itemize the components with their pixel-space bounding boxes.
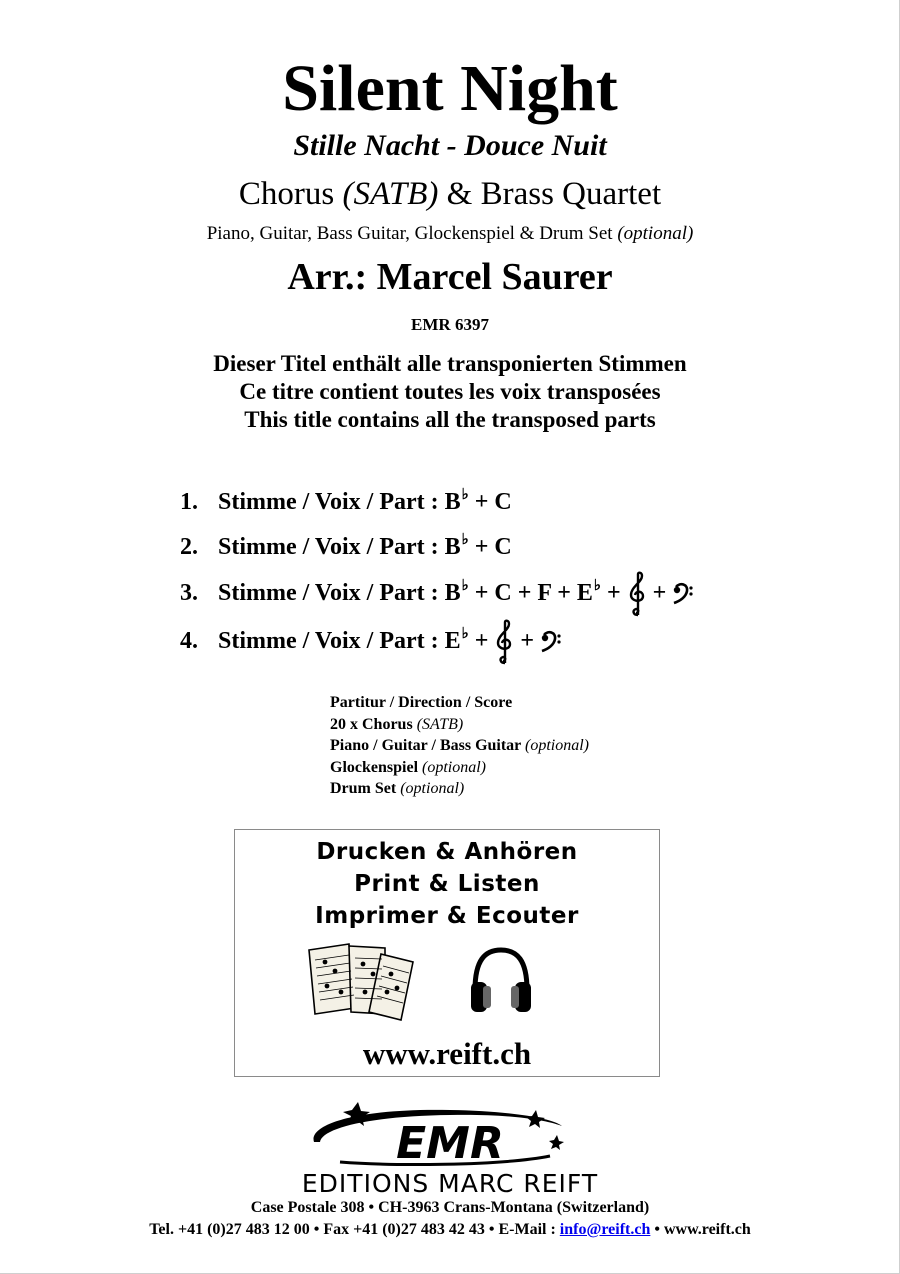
contents-text: Glockenspiel bbox=[330, 758, 423, 776]
contents-text: 20 x Chorus bbox=[330, 715, 417, 733]
subtitle: Stille Nacht - Douce Nuit bbox=[293, 129, 607, 162]
emr-logo-text: EMR bbox=[396, 1118, 504, 1169]
contents-optional: (optional) bbox=[422, 758, 487, 776]
part-label: Stimme / Voix / Part : bbox=[218, 534, 445, 560]
catalog-number: EMR 6397 bbox=[411, 315, 489, 334]
contents-list bbox=[330, 692, 589, 800]
email-link[interactable]: info@reift.ch bbox=[559, 1221, 651, 1238]
promo-url[interactable]: www.reift.ch bbox=[362, 1036, 532, 1071]
scoring-satb: (SATB) bbox=[342, 176, 439, 212]
headphones-icon bbox=[467, 944, 535, 1016]
contents-text: Piano / Guitar / Bass Guitar bbox=[330, 737, 525, 754]
note-de: Dieser Titel enthält alle transponierten Stimmen bbox=[213, 351, 687, 376]
part-number: 4. bbox=[180, 628, 198, 654]
part-keys: E♭ + + bbox=[445, 628, 562, 654]
contents-item bbox=[330, 692, 589, 714]
contents-item bbox=[330, 714, 589, 736]
promo-line-de: Drucken & Anhören bbox=[316, 839, 578, 865]
instruments-text: Piano, Guitar, Bass Guitar, Glockenspiel & Drum Set bbox=[206, 223, 618, 244]
contents-optional: (optional) bbox=[400, 780, 465, 797]
promo-line-en: Print & Listen bbox=[354, 871, 540, 897]
contents-optional: (SATB) bbox=[416, 715, 464, 733]
part-number: 1. bbox=[180, 489, 198, 515]
part-label: Stimme / Voix / Part : bbox=[218, 628, 445, 654]
instruments-optional: (optional) bbox=[617, 223, 694, 244]
optional-instruments bbox=[0, 222, 900, 246]
contact-web: • www.reift.ch bbox=[650, 1221, 751, 1238]
part-keys: B♭ + C + F + E♭ + + bbox=[445, 580, 695, 606]
print-listen-text bbox=[235, 836, 659, 932]
treble-clef-icon bbox=[627, 571, 647, 617]
part-keys: B♭ + C bbox=[444, 532, 512, 560]
emr-logo-graphic bbox=[300, 1100, 600, 1170]
sheet-music-icon bbox=[305, 942, 423, 1022]
part-number: 2. bbox=[180, 534, 198, 560]
page-title: Silent Night bbox=[282, 52, 618, 125]
contents-item bbox=[330, 757, 589, 779]
scoring bbox=[0, 174, 900, 214]
part-row bbox=[180, 617, 562, 654]
promo-line-fr: Imprimer & Ecouter bbox=[315, 903, 579, 929]
part-label: Stimme / Voix / Part : bbox=[218, 489, 445, 515]
emr-logo bbox=[300, 1100, 600, 1170]
contents-item bbox=[330, 778, 589, 800]
arranger: Arr.: Marcel Saurer bbox=[287, 256, 613, 298]
note-en: This title contains all the transposed parts bbox=[244, 407, 656, 432]
bass-clef-icon bbox=[540, 630, 562, 654]
contents-optional: (optional) bbox=[525, 737, 589, 754]
contents-text: Drum Set bbox=[330, 780, 401, 797]
contact-phone-fax: Tel. +41 (0)27 483 12 00 • Fax +41 (0)27 483 42 43 • E-Mail : bbox=[149, 1221, 560, 1238]
transposition-notes bbox=[0, 350, 900, 434]
publisher-address: Case Postale 308 • CH-3963 Crans-Montana (Switzerland) bbox=[250, 1199, 650, 1216]
contents-text: Partitur / Direction / Score bbox=[330, 694, 513, 711]
publisher-contact bbox=[0, 1220, 900, 1240]
part-row bbox=[180, 478, 512, 515]
scoring-post: & Brass Quartet bbox=[438, 176, 662, 212]
print-listen-box bbox=[234, 829, 660, 1077]
contents-item bbox=[330, 735, 589, 757]
part-row bbox=[180, 569, 694, 606]
part-row bbox=[180, 523, 512, 560]
scoring-pre: Chorus bbox=[238, 176, 343, 212]
part-label: Stimme / Voix / Part : bbox=[218, 580, 445, 606]
part-number: 3. bbox=[180, 580, 198, 606]
bass-clef-icon bbox=[672, 582, 694, 606]
part-keys: B♭ + C bbox=[444, 487, 512, 515]
treble-clef-icon bbox=[494, 619, 514, 665]
note-fr: Ce titre contient toutes les voix transposées bbox=[239, 379, 661, 404]
publisher-name: EDITIONS MARC REIFT bbox=[301, 1169, 599, 1198]
